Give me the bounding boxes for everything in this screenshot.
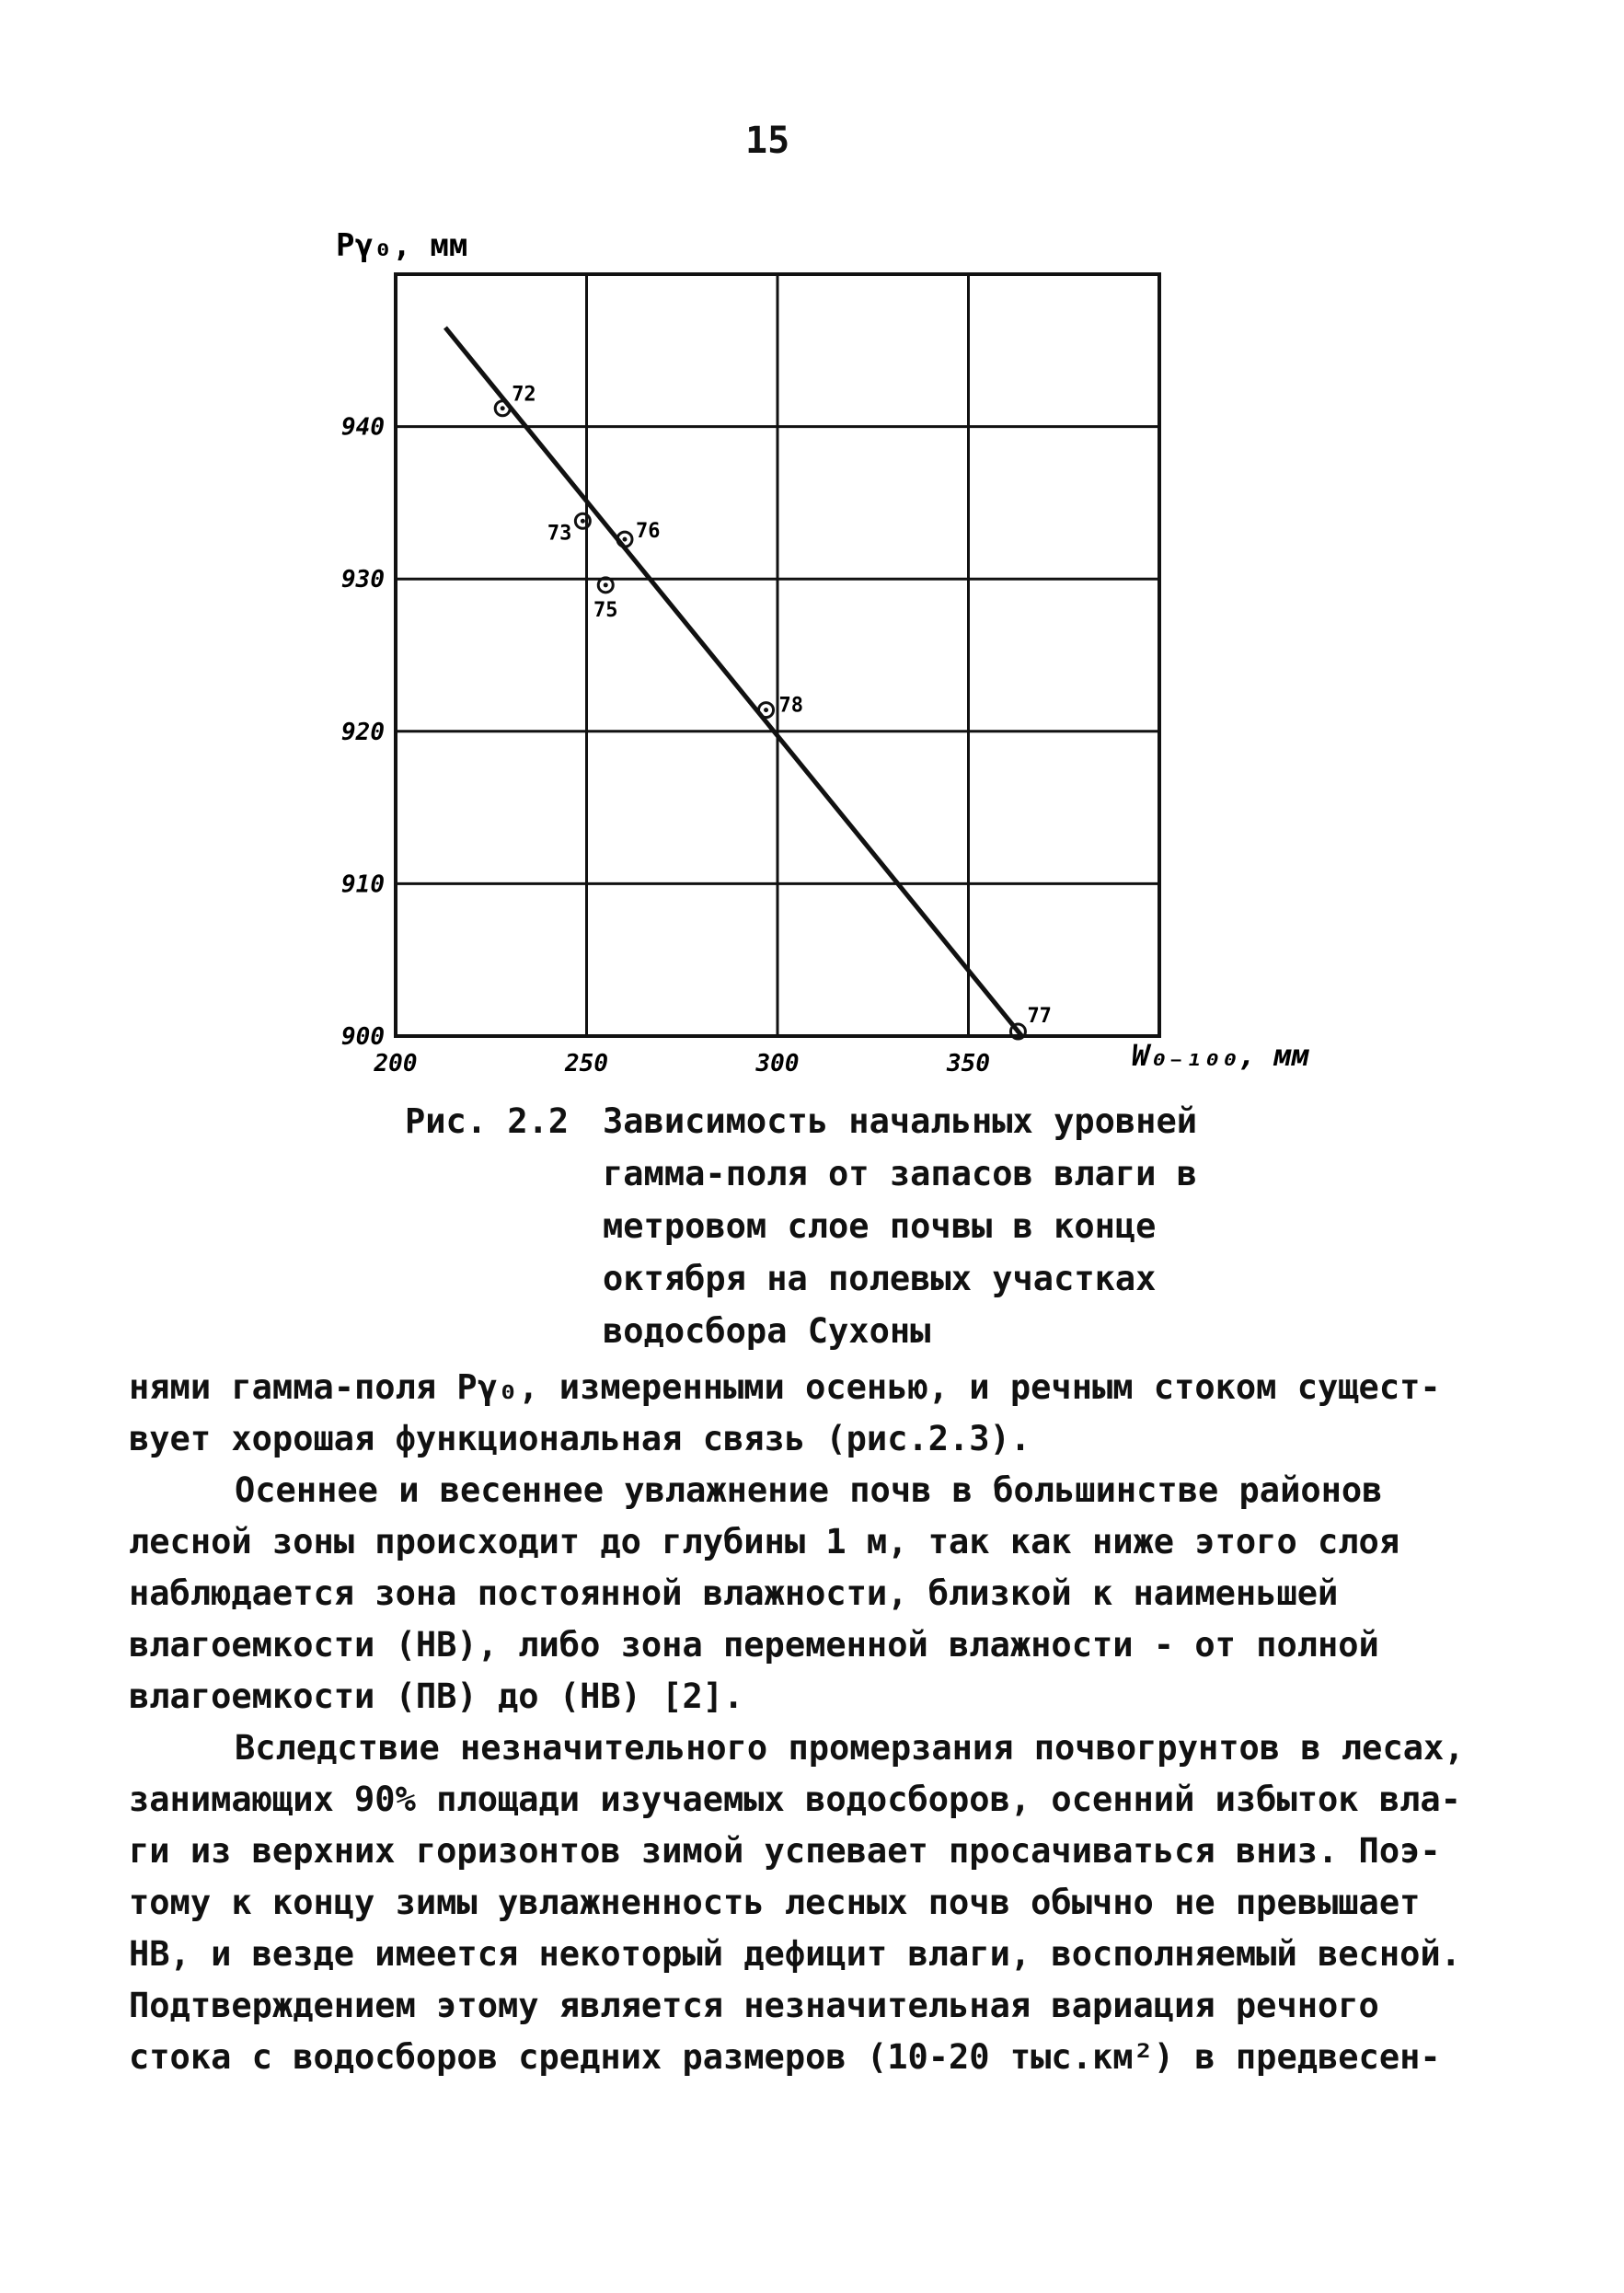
y-axis-label: Pγ₀, мм [336, 227, 468, 264]
body-line: влагоемкости (НВ), либо зона переменной влажности - от полной [129, 1625, 1379, 1665]
body-line: вует хорошая функциональная связь (рис.2.3). [129, 1419, 1031, 1458]
data-point-label: 72 [512, 383, 536, 407]
x-tick-label: 200 [374, 1050, 418, 1077]
body-line: Подтверждением этому является незначительная вариация речного [129, 1986, 1379, 2025]
page-number: 15 [745, 120, 790, 162]
data-point-center [501, 406, 505, 410]
data-point-center [604, 582, 608, 587]
y-tick-labels [341, 414, 385, 1051]
body-line: тому к концу зимы увлажненность лесных почв обычно не превышает [129, 1883, 1421, 1922]
caption-text [603, 1095, 1197, 1357]
body-line: занимающих 90% площади изучаемых водосборов, осенний избыток вла- [129, 1780, 1461, 1819]
body-line: стока с водосборов средних размеров (10-20 тыс.км²) в предвесен- [129, 2037, 1441, 2077]
x-tick-label: 250 [565, 1050, 608, 1077]
data-point-label: 75 [593, 598, 618, 622]
grid [396, 274, 1159, 1036]
x-tick-label: 300 [755, 1050, 800, 1077]
body-line: лесной зоны происходит до глубины 1 м, так как ниже этого слоя [129, 1522, 1400, 1561]
caption-line: гамма-поля от запасов влаги в [603, 1154, 1198, 1193]
y-tick-label: 910 [341, 870, 385, 899]
data-point-center [1016, 1030, 1020, 1034]
y-tick-label: 900 [341, 1023, 385, 1051]
y-tick-label: 920 [341, 718, 385, 746]
figure-caption [405, 1095, 1197, 1357]
data-point-label: 78 [778, 694, 804, 718]
body-line: наблюдается зона постоянной влажности, близкой к наименьшей [129, 1573, 1339, 1613]
data-point-center [581, 519, 585, 524]
data-point-label: 76 [636, 520, 661, 544]
regression-line [445, 328, 1022, 1036]
x-tick-label: 350 [947, 1050, 990, 1077]
y-tick-label: 940 [341, 413, 385, 442]
caption-prefix: Рис. 2.2 [405, 1101, 570, 1141]
caption-line: метровом слое почвы в конце [603, 1206, 1157, 1246]
caption-line: октября на полевых участках [603, 1259, 1157, 1298]
body-line: НВ, и везде имеется некоторый дефицит влаги, восполняемый весной. [129, 1934, 1461, 1974]
y-tick-label: 930 [341, 566, 385, 594]
caption-line: Зависимость начальных уровней [603, 1101, 1198, 1141]
gamma-field-chart [304, 221, 1316, 1077]
data-point-label: 73 [547, 522, 572, 546]
body-line: Вследствие незначительного промерзания почвогрунтов в лесах, [235, 1728, 1465, 1768]
x-tick-labels [374, 1050, 990, 1077]
caption-line: водосбора Сухоны [603, 1311, 931, 1351]
data-point-center [764, 708, 768, 712]
body-line: нями гамма-поля Pγ₀, измеренными осенью, и речным стоком сущест- [129, 1367, 1441, 1407]
body-line: влагоемкости (ПВ) до (НВ) [2]. [129, 1677, 744, 1716]
body-line: ги из верхних горизонтов зимой успевает просачиваться вниз. Поэ- [129, 1831, 1441, 1871]
data-point-label: 77 [1027, 1005, 1052, 1029]
x-axis-label: W₀₋₁₀₀, мм [1132, 1038, 1309, 1073]
body-line: Осеннее и весеннее увлажнение почв в большинстве районов [235, 1470, 1383, 1510]
body-text [129, 1362, 1518, 2083]
data-point-center [623, 537, 628, 542]
